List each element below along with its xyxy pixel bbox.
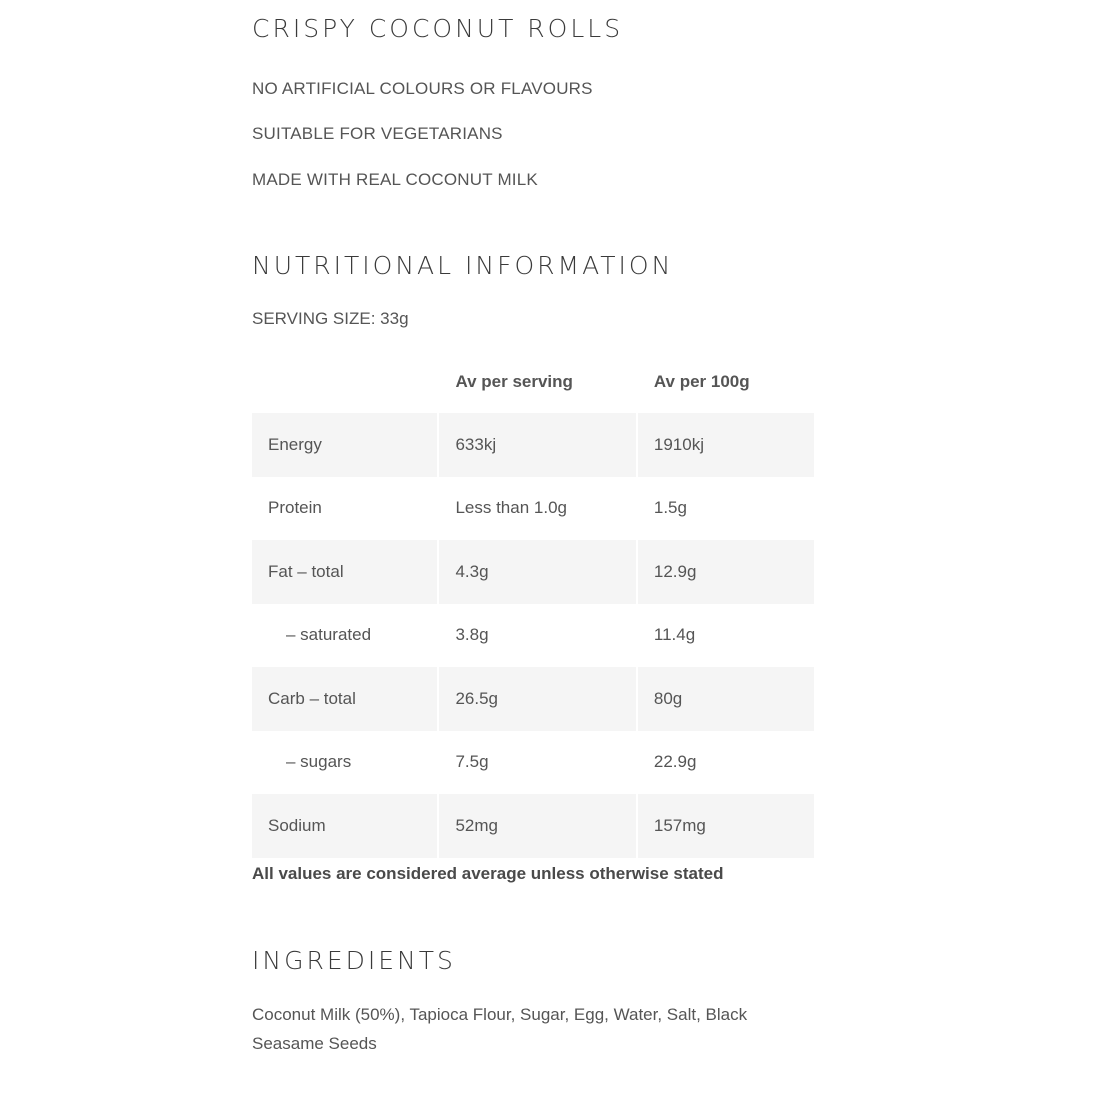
table-header-row bbox=[252, 350, 814, 413]
row-label: – sugars bbox=[286, 752, 352, 772]
row-per-100g: 22.9g bbox=[653, 752, 697, 772]
feature-no-artificial: NO ARTIFICIAL COLOURS OR FLAVOURS bbox=[252, 79, 593, 98]
table-row bbox=[252, 604, 814, 668]
row-label: – saturated bbox=[286, 625, 372, 645]
row-label: Energy bbox=[252, 413, 437, 477]
row-per-serving: 7.5g bbox=[455, 752, 489, 772]
table-row bbox=[252, 667, 814, 731]
header-per-100g: Av per 100g bbox=[653, 371, 750, 391]
ingredients-heading: INGREDIENTS bbox=[252, 946, 456, 975]
row-per-serving: 3.8g bbox=[455, 625, 489, 645]
header-per-serving: Av per serving bbox=[455, 371, 573, 391]
table-row bbox=[252, 413, 814, 477]
nutrition-footnote: All values are considered average unless otherwise stated bbox=[252, 864, 724, 883]
row-per-100g: 1.5g bbox=[653, 498, 687, 518]
serving-size: SERVING SIZE: 33g bbox=[252, 309, 409, 328]
ingredients-list: Coconut Milk (50%), Tapioca Flour, Sugar, Egg, Water, Salt, Black Seasame Seeds bbox=[252, 1005, 748, 1053]
row-per-100g: 157mg bbox=[638, 794, 814, 858]
table-row bbox=[252, 731, 814, 795]
row-per-serving: 4.3g bbox=[439, 540, 635, 604]
feature-coconut-milk: MADE WITH REAL COCONUT MILK bbox=[252, 170, 538, 189]
nutrition-table bbox=[250, 350, 816, 858]
row-label: Sodium bbox=[252, 794, 437, 858]
row-per-100g: 80g bbox=[638, 667, 814, 731]
table-row bbox=[252, 477, 814, 541]
nutrition-heading: NUTRITIONAL INFORMATION bbox=[252, 251, 674, 280]
product-title: CRISPY COCONUT ROLLS bbox=[252, 14, 624, 43]
row-per-100g: 12.9g bbox=[638, 540, 814, 604]
row-per-serving: Less than 1.0g bbox=[455, 498, 567, 518]
row-per-serving: 633kj bbox=[439, 413, 635, 477]
row-per-serving: 26.5g bbox=[439, 667, 635, 731]
row-per-serving: 52mg bbox=[439, 794, 635, 858]
row-label: Fat – total bbox=[252, 540, 437, 604]
table-row bbox=[252, 540, 814, 604]
row-per-100g: 1910kj bbox=[638, 413, 814, 477]
row-label: Protein bbox=[268, 498, 322, 518]
table-row bbox=[252, 794, 814, 858]
header-nutrient bbox=[252, 350, 437, 413]
feature-vegetarian: SUITABLE FOR VEGETARIANS bbox=[252, 124, 503, 143]
row-label: Carb – total bbox=[252, 667, 437, 731]
row-per-100g: 11.4g bbox=[653, 625, 696, 645]
